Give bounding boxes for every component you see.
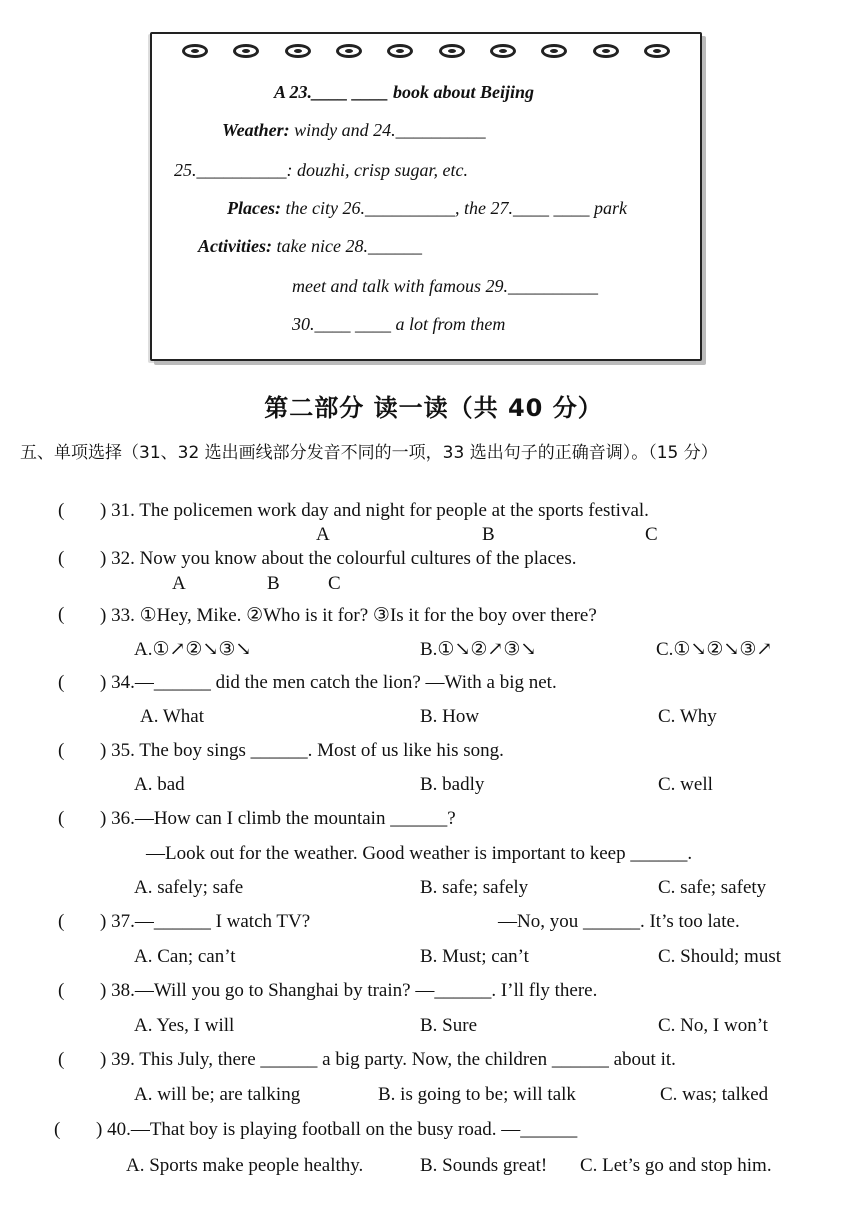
option-c[interactable]: C.①↘②↘③↗ — [656, 639, 773, 660]
answer-paren[interactable]: ( — [58, 808, 65, 829]
option-b[interactable]: B. Sure — [420, 1015, 477, 1036]
option-c[interactable]: C. No, I won’t — [658, 1015, 768, 1036]
option-a[interactable]: A. will be; are talking — [134, 1084, 301, 1105]
answer-paren[interactable]: ( — [58, 604, 65, 625]
ring-icon — [233, 44, 259, 58]
ring-icon — [541, 44, 567, 58]
option-a[interactable]: A.①↗②↘③↘ — [134, 639, 252, 660]
option-b[interactable]: B. Sounds great! — [420, 1155, 548, 1176]
weather-label: Weather: — [222, 120, 290, 140]
ring-icon — [336, 44, 362, 58]
activities-text: take nice 28.______ — [276, 236, 422, 256]
question-38: ) 38.—Will you go to Shanghai by train? —______. I’ll fly there. — [100, 980, 598, 1001]
ring-icon — [439, 44, 465, 58]
question-31: ) 31. The policemen work day and night for people at the sports festival. — [100, 500, 649, 521]
question-39: ) 39. This July, there ______ a big party. Now, the children ______ about it. — [100, 1049, 676, 1070]
answer-paren[interactable]: ( — [58, 548, 65, 569]
label-a: A — [316, 524, 330, 545]
option-c[interactable]: C. Why — [658, 706, 717, 727]
notebook-card — [150, 32, 702, 361]
label-c: C — [328, 573, 341, 594]
ring-icon — [593, 44, 619, 58]
option-b[interactable]: B. safe; safely — [420, 877, 529, 898]
question-33: ) 33. ①Hey, Mike. ②Who is it for? ③Is it for the boy over there? — [100, 605, 597, 626]
option-a[interactable]: A. Can; can’t — [134, 946, 236, 967]
answer-paren[interactable]: ( — [58, 980, 65, 1001]
label-b: B — [482, 524, 495, 545]
option-a[interactable]: A. safely; safe — [134, 877, 244, 898]
option-b[interactable]: B. How — [420, 706, 480, 727]
answer-paren[interactable]: ( — [58, 1049, 65, 1070]
section-title: 第二部分 读一读（共 40 分） — [264, 394, 603, 422]
question-37-response: —No, you ______. It’s too late. — [498, 911, 740, 932]
answer-paren[interactable]: ( — [58, 740, 65, 761]
answer-paren[interactable]: ( — [54, 1119, 61, 1140]
option-b[interactable]: B. badly — [420, 774, 485, 795]
option-c[interactable]: C. was; talked — [660, 1084, 769, 1105]
instruction-text: 五、单项选择（31、32 选出画线部分发音不同的一项，33 选出句子的正确音调）。（15 分） — [20, 443, 718, 463]
option-a[interactable]: A. Yes, I will — [134, 1015, 235, 1036]
option-a[interactable]: A. What — [140, 706, 205, 727]
option-c[interactable]: C. well — [658, 774, 713, 795]
notebook-line-4 — [227, 198, 627, 219]
spiral-rings — [182, 44, 670, 58]
question-34: ) 34.—______ did the men catch the lion? —With a big net. — [100, 672, 557, 693]
option-b[interactable]: B.①↘②↗③↘ — [420, 639, 537, 660]
question-40: ) 40.—That boy is playing football on the busy road. —______ — [96, 1119, 578, 1140]
option-c[interactable]: C. Let’s go and stop him. — [580, 1155, 772, 1176]
answer-paren[interactable]: ( — [58, 672, 65, 693]
option-a[interactable]: A. Sports make people healthy. — [126, 1155, 364, 1176]
ring-icon — [182, 44, 208, 58]
notebook-line-3: 25.__________: douzhi, crisp sugar, etc. — [174, 160, 468, 180]
option-b[interactable]: B. is going to be; will talk — [378, 1084, 576, 1105]
notebook-line-1: A 23.____ ____ book about Beijing — [274, 82, 535, 102]
option-a[interactable]: A. bad — [134, 774, 185, 795]
places-text: the city 26.__________, the 27.____ ____ park — [285, 198, 627, 218]
label-a: A — [172, 573, 186, 594]
option-c[interactable]: C. Should; must — [658, 946, 781, 967]
notebook-line-6: meet and talk with famous 29.__________ — [292, 276, 598, 296]
weather-text: windy and 24.__________ — [294, 120, 486, 140]
option-c[interactable]: C. safe; safety — [658, 877, 767, 898]
question-36: ) 36.—How can I climb the mountain ______? — [100, 808, 456, 829]
ring-icon — [490, 44, 516, 58]
label-c: C — [645, 524, 658, 545]
notebook-line-2 — [222, 120, 486, 141]
activities-label: Activities: — [198, 236, 272, 256]
ring-icon — [644, 44, 670, 58]
label-b: B — [267, 573, 280, 594]
option-b[interactable]: B. Must; can’t — [420, 946, 529, 967]
ring-icon — [387, 44, 413, 58]
question-37: ) 37.—______ I watch TV? — [100, 911, 311, 932]
answer-paren[interactable]: ( — [58, 500, 65, 521]
question-36-response: —Look out for the weather. Good weather is important to keep ______. — [146, 843, 693, 864]
notebook-line-7: 30.____ ____ a lot from them — [292, 314, 506, 334]
question-32: ) 32. Now you know about the colourful cultures of the places. — [100, 548, 577, 569]
question-35: ) 35. The boy sings ______. Most of us like his song. — [100, 740, 504, 761]
ring-icon — [285, 44, 311, 58]
places-label: Places: — [227, 198, 281, 218]
notebook-line-5 — [198, 236, 422, 257]
answer-paren[interactable]: ( — [58, 911, 65, 932]
